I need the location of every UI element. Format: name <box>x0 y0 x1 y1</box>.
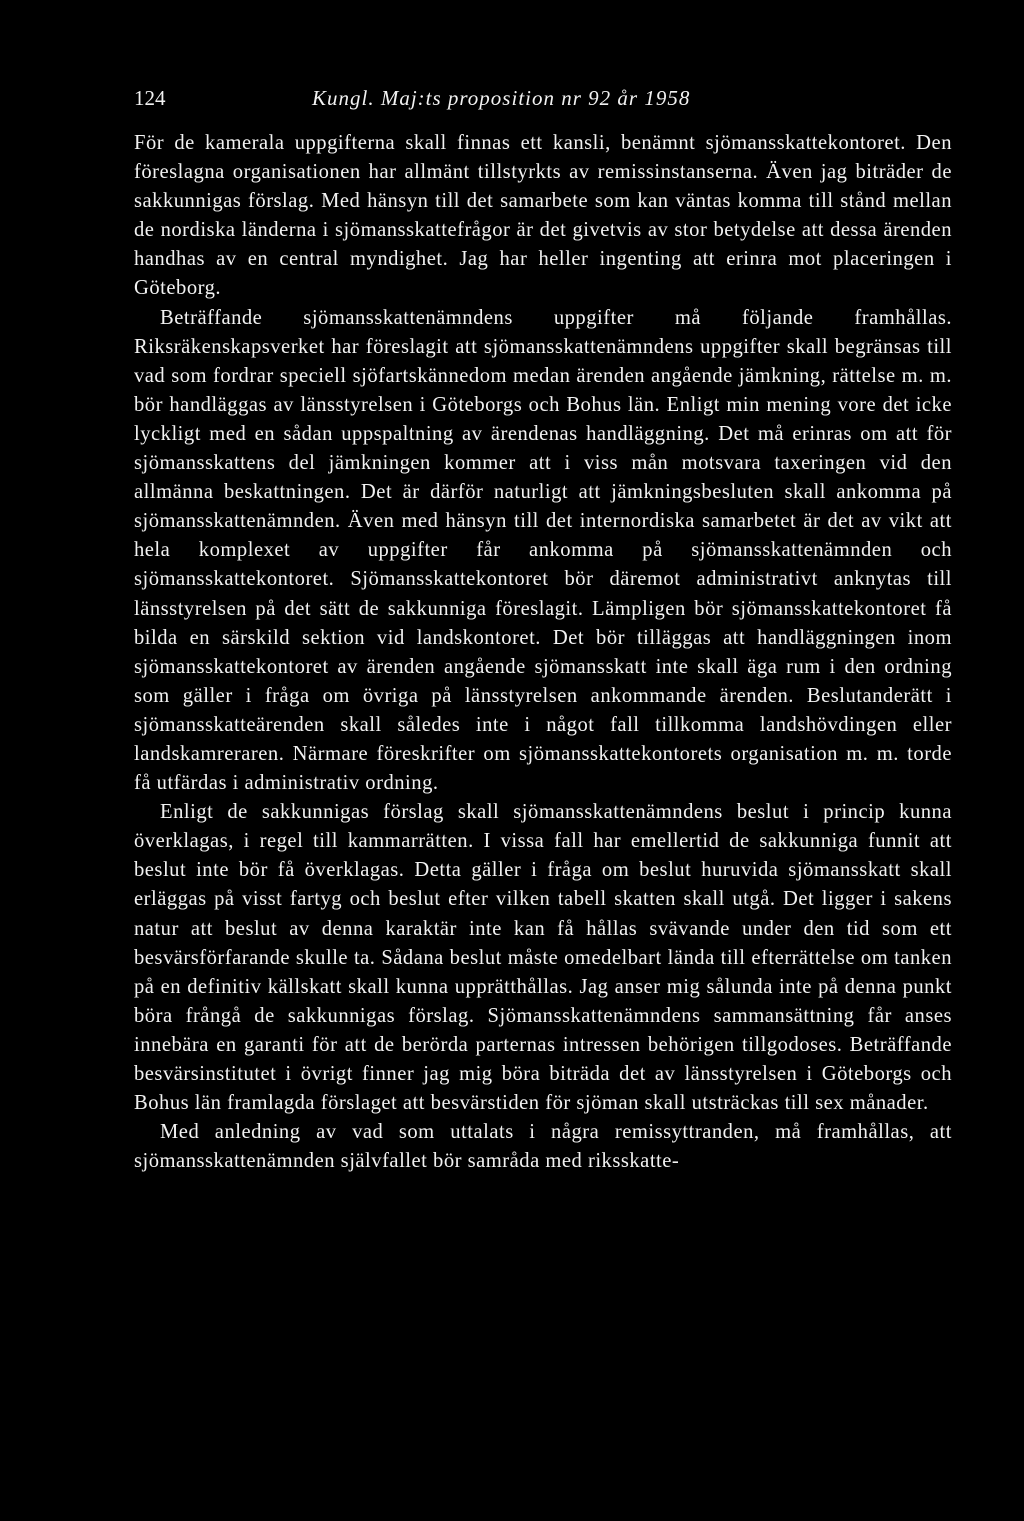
page-header <box>134 86 954 116</box>
paragraph: Enligt de sakkunnigas förslag skall sjömansskattenämndens beslut i princip kunna överklagas, i regel till kammarrätten. I vissa fall har emellertid de sakkunniga funnit att beslut inte bör få överklagas. Detta gäller i fråga om beslut huruvida sjömansskatt skall erläggas på visst fartyg och beslut efter vilken tabell skatten skall utgå. Det ligger i sakens natur att beslut av denna karaktär inte kan få hållas svävande under den tid som ett besvärsförfarande skulle ta. Sådana beslut måste omedelbart lända till efterrättelse om tanken på en definitiv källskatt skall kunna upprätthållas. Jag anser mig sålunda inte på denna punkt böra frångå de sakkunnigas förslag. Sjömansskattenämndens sammansättning får anses innebära en garanti för att de berörda parternas intressen behörigen tillgodoses. Beträffande besvärsinstitutet i övrigt finner jag mig böra biträda det av länsstyrelsen i Göteborgs och Bohus län framlagda förslaget att besvärstiden för sjöman skall utsträckas till sex månader. <box>134 801 952 1115</box>
body-text <box>134 129 952 1176</box>
paragraph: Med anledning av vad som uttalats i några remissyttranden, må framhållas, att sjömansskattenämnden självfallet bör samråda med riksskatte- <box>134 1121 952 1173</box>
running-title: Kungl. Maj:ts proposition nr 92 år 1958 <box>312 86 691 110</box>
paragraph: För de kamerala uppgifterna skall finnas ett kansli, benämnt sjömansskattekontoret. Den föreslagna organisationen har allmänt tillstyrkts av remissinstanserna. Även jag biträder de sakkunnigas förslag. Med hänsyn till det samarbete som kan väntas komma till stånd mellan de nordiska länderna i sjömansskattefrågor är det givetvis av stor betydelse att dessa ärenden handhas av en central myndighet. Jag har heller ingenting att erinra mot placeringen i Göteborg. <box>134 132 952 300</box>
page-number: 124 <box>134 86 166 110</box>
paragraph: Beträffande sjömansskattenämndens uppgifter må följande framhållas. Riksräkenskapsverket har föreslagit att sjömansskattenämndens uppgifter skall begränsas till vad som fordrar speciell sjöfartskännedom medan ärenden angående jämkning, rättelse m. m. bör handläggas av länsstyrelsen i Göteborgs och Bohus län. Enligt min mening vore det icke lyckligt med en sådan uppspaltning av ärendenas handläggning. Det må erinras om att för sjömansskattens del jämkningen kommer att i viss mån motsvara taxeringen vid den allmänna beskattningen. Det är därför naturligt att jämkningsbesluten skall ankomma på sjömansskattenämnden. Även med hänsyn till det internordiska samarbetet är det av vikt att hela komplexet av uppgifter får ankomma på sjömansskattenämnden och sjömansskattekontoret. Sjömansskattekontoret bör däremot administrativt anknytas till länsstyrelsen på det sätt de sakkunniga föreslagit. Lämpligen bör sjömansskattekontoret få bilda en särskild sektion vid landskontoret. Det bör tilläggas att handläggningen inom sjömansskattekontoret av ärenden angående sjömansskatt inte skall äga rum i den ordning som gäller i fråga om övriga på länsstyrelsen ankommande ärenden. Beslutanderätt i sjömansskatteärenden skall således inte i något fall tillkomma landshövdingen eller landskamreraren. Närmare föreskrifter om sjömansskattekontorets organisation m. m. torde få utfärdas i administrativ ordning. <box>134 306 952 795</box>
